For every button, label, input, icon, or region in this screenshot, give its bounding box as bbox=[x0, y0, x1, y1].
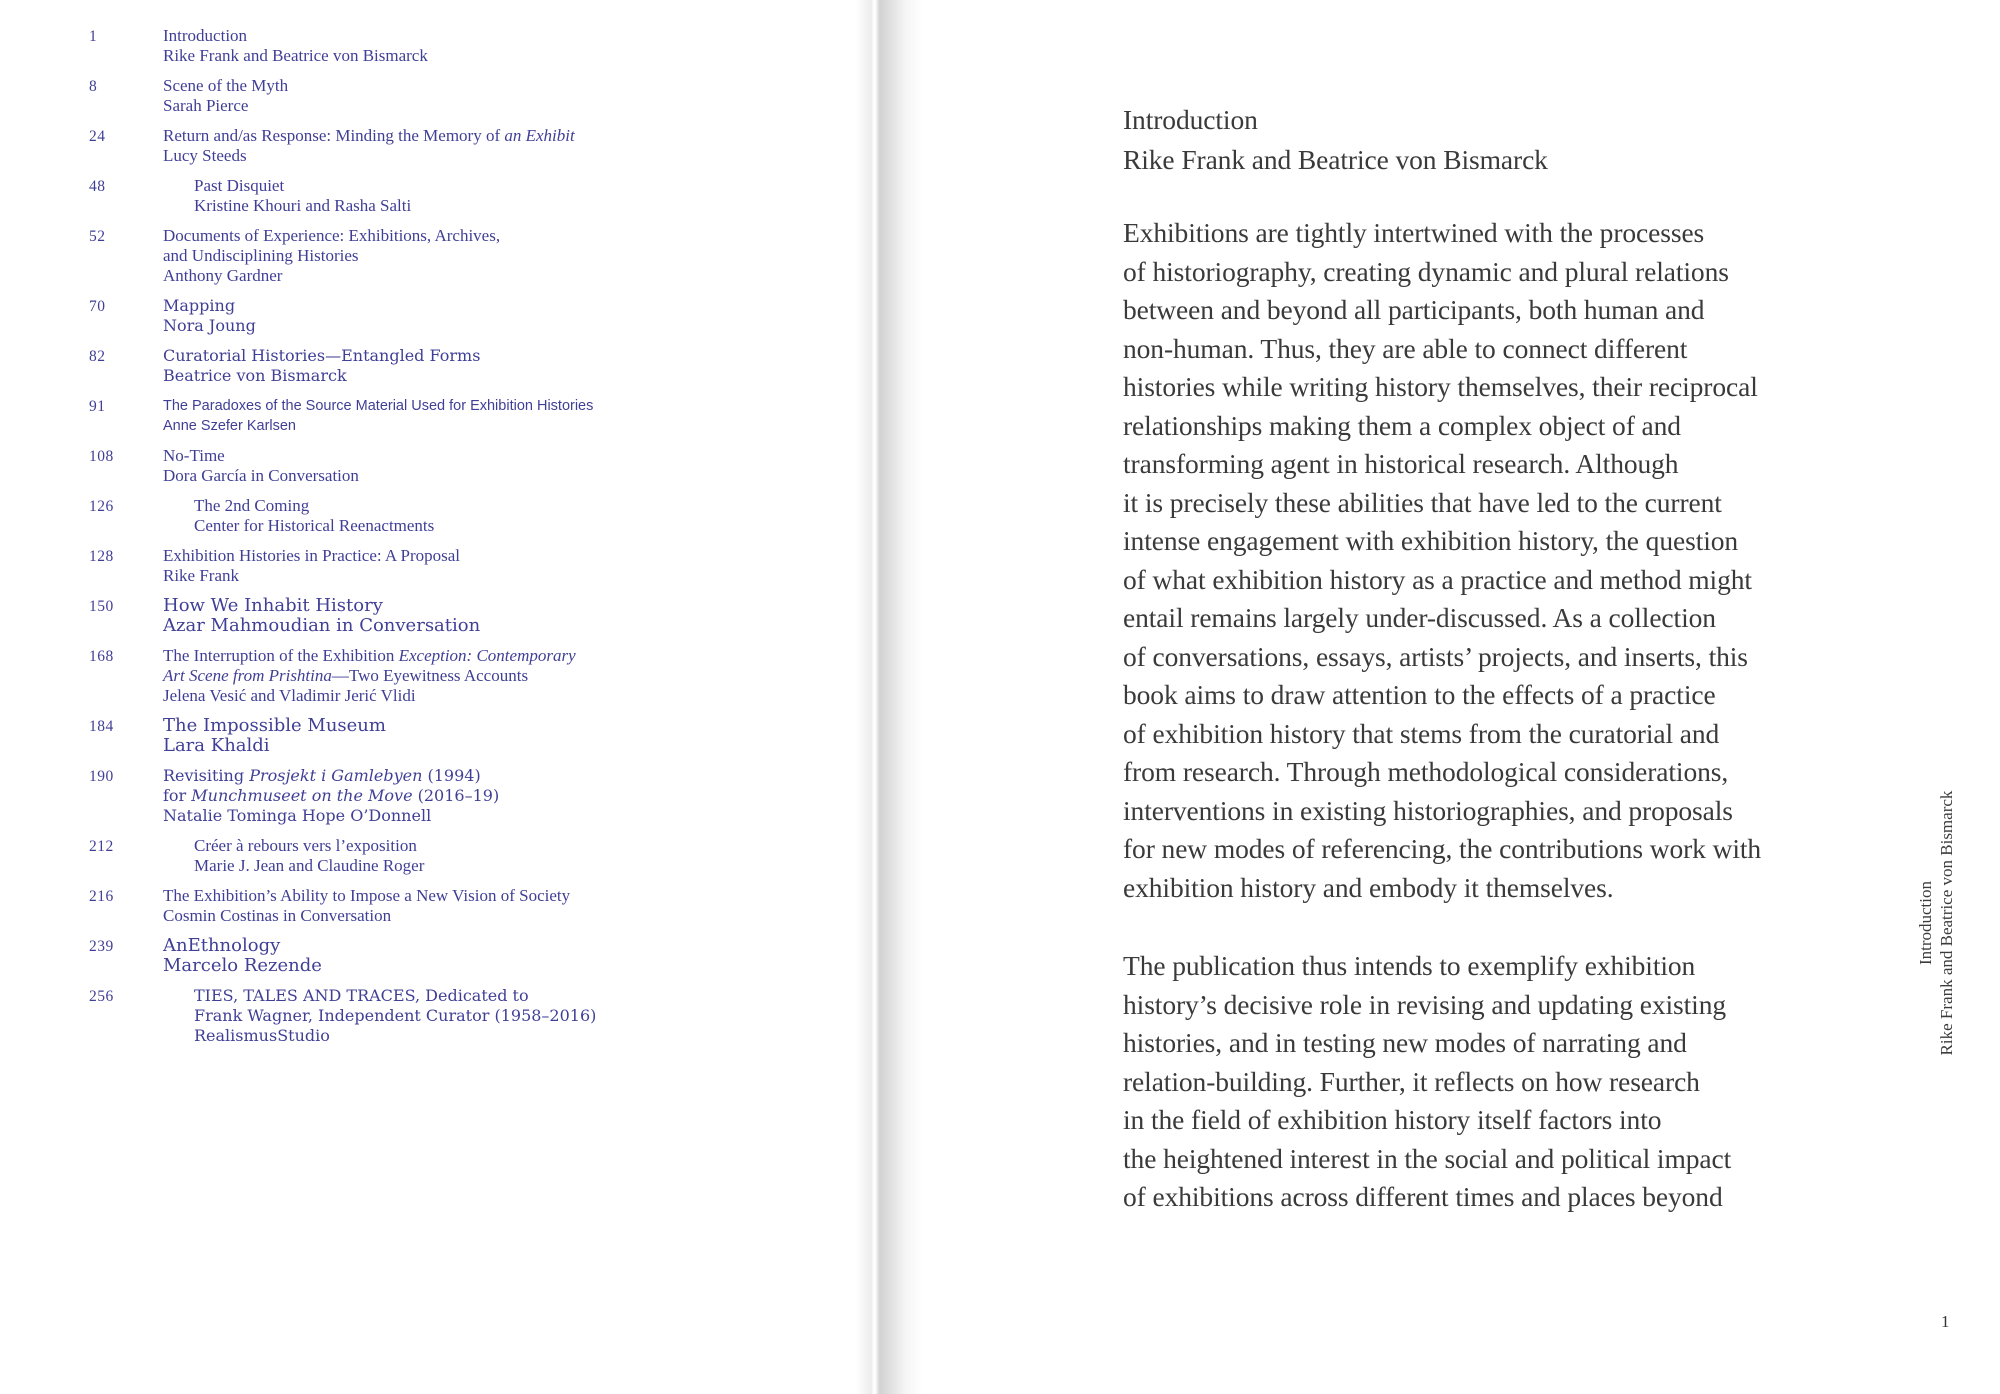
article-text-line: The publication thus intends to exemplify exhibition bbox=[1123, 950, 1696, 981]
toc-title-line bbox=[194, 176, 411, 196]
toc-entry-text bbox=[163, 296, 256, 336]
article-paragraph bbox=[1123, 947, 1761, 1217]
toc-author-line: Dora García in Conversation bbox=[163, 466, 359, 485]
toc-entry-text bbox=[163, 26, 428, 66]
toc-page-number: 1 bbox=[89, 28, 98, 45]
toc-title-line bbox=[163, 446, 359, 466]
toc-title-segment: Scene of the Myth bbox=[163, 76, 289, 95]
toc-entry-text bbox=[163, 226, 500, 286]
toc-title-segment: The 2nd Coming bbox=[194, 496, 310, 515]
toc-page-number: 128 bbox=[89, 548, 114, 565]
article-text-line: entail remains largely under-discussed. As a collection bbox=[1123, 602, 1716, 633]
toc-title-segment: How We Inhabit History bbox=[163, 595, 383, 616]
toc-title-line bbox=[163, 246, 500, 266]
running-head-vertical bbox=[1915, 723, 1959, 1123]
toc-title-line bbox=[163, 596, 480, 616]
toc-title-line bbox=[163, 26, 428, 46]
toc-title-segment: Créer à rebours vers l’exposition bbox=[194, 836, 417, 855]
article-text-line: interventions in existing historiographies, and proposals bbox=[1123, 794, 1733, 826]
toc-title-line bbox=[163, 766, 499, 786]
toc-entry-text bbox=[163, 836, 424, 876]
toc-author-line: Sarah Pierce bbox=[163, 96, 249, 115]
toc-title-line bbox=[194, 836, 424, 856]
toc-author-line: Nora Joung bbox=[163, 316, 256, 335]
toc-page-number: 52 bbox=[89, 228, 106, 245]
article-text-line: intense engagement with exhibition history, the question bbox=[1123, 525, 1739, 556]
toc-entry-text bbox=[163, 546, 460, 586]
toc-page-number: 212 bbox=[89, 838, 114, 855]
article-paragraph bbox=[1123, 214, 1761, 907]
toc-title-segment: Mapping bbox=[163, 296, 236, 315]
toc-title-segment: Return and/as Response: Minding the Memory of bbox=[163, 126, 505, 145]
introduction-article bbox=[1123, 100, 1761, 1217]
toc-title-segment: Frank Wagner, Independent Curator (1958–2016) bbox=[194, 1006, 597, 1025]
toc-title-segment: Curatorial Histories—Entangled Forms bbox=[163, 346, 481, 365]
running-head-authors: Rike Frank and Beatrice von Bismarck bbox=[1937, 790, 1956, 1056]
toc-title-segment: AnEthnology bbox=[163, 935, 281, 956]
toc-entry bbox=[89, 26, 596, 66]
toc-page-number: 190 bbox=[89, 768, 114, 785]
article-text-line: Exhibitions are tightly intertwined with the processes bbox=[1123, 217, 1705, 248]
toc-page-number: 239 bbox=[89, 938, 114, 955]
toc-entry bbox=[89, 226, 596, 286]
toc-title-line bbox=[163, 546, 460, 566]
toc-page-number: 126 bbox=[89, 498, 114, 515]
toc-entry-text bbox=[163, 126, 575, 166]
toc-title-line bbox=[163, 936, 322, 956]
toc-author-line: Lucy Steeds bbox=[163, 146, 247, 165]
toc-title-line bbox=[163, 716, 386, 736]
article-text-line: relationships making them a complex object of and bbox=[1123, 409, 1681, 441]
toc-title-segment: The Paradoxes of the Source Material Used for Exhibition Histories bbox=[163, 398, 594, 414]
toc-author-line: Kristine Khouri and Rasha Salti bbox=[194, 196, 412, 215]
toc-title-line bbox=[163, 786, 499, 806]
article-title-line: Rike Frank and Beatrice von Bismarck bbox=[1123, 144, 1548, 175]
toc-entry-text bbox=[163, 76, 288, 116]
article-text-line: transforming agent in historical research. Although bbox=[1123, 448, 1679, 479]
toc-author-line: Jelena Vesić and Vladimir Jerić Vlidi bbox=[163, 686, 416, 705]
toc-author-line: Center for Historical Reenactments bbox=[194, 516, 435, 535]
page-number-folio: 1 bbox=[1941, 1312, 1950, 1331]
article-text-line: non-human. Thus, they are able to connect different bbox=[1123, 332, 1688, 364]
toc-page-number: 216 bbox=[89, 888, 114, 905]
toc-title-segment: —Two Eyewitness Accounts bbox=[331, 666, 529, 685]
toc-title-italic-segment: an Exhibit bbox=[504, 126, 575, 145]
toc-page-number: 82 bbox=[89, 348, 106, 365]
toc-page-number: 8 bbox=[89, 78, 98, 95]
toc-title-segment: (2016–19) bbox=[412, 786, 500, 805]
toc-title-segment: Past Disquiet bbox=[194, 176, 285, 195]
toc-entry-text bbox=[163, 646, 576, 706]
toc-title-segment: Introduction bbox=[163, 26, 248, 45]
book-gutter-shadow bbox=[830, 0, 922, 1394]
article-title-line: Introduction bbox=[1123, 104, 1258, 135]
article-text-line: book aims to draw attention to the effects of a practice bbox=[1123, 679, 1716, 710]
toc-entry-text bbox=[163, 446, 359, 486]
toc-page-number: 184 bbox=[89, 718, 114, 735]
toc-author-line: Cosmin Costinas in Conversation bbox=[163, 906, 392, 925]
article-text-line: of exhibition history that stems from the curatorial and bbox=[1123, 717, 1720, 749]
toc-title-italic-segment: Prosjekt i Gamlebyen bbox=[249, 766, 423, 785]
toc-entry-text bbox=[163, 936, 322, 976]
article-title bbox=[1123, 100, 1761, 180]
toc-title-segment: TIES, TALES AND TRACES, Dedicated to bbox=[194, 986, 529, 1005]
article-text-line: in the field of exhibition history itself factors into bbox=[1123, 1104, 1662, 1135]
toc-page-number: 70 bbox=[89, 298, 106, 315]
article-text-line: of conversations, essays, artists’ projects, and inserts, this bbox=[1123, 640, 1748, 672]
toc-title-line bbox=[163, 646, 576, 666]
toc-page-number: 150 bbox=[89, 598, 114, 615]
toc-entry-text bbox=[163, 176, 411, 216]
article-text-line: from research. Through methodological considerations, bbox=[1123, 756, 1729, 787]
toc-author-line: Marcelo Rezende bbox=[163, 955, 322, 976]
article-text-line: for new modes of referencing, the contributions work with bbox=[1123, 833, 1762, 864]
toc-entry-text bbox=[163, 596, 480, 636]
toc-title-italic-segment: Art Scene from Prishtina bbox=[163, 666, 332, 685]
toc-entry bbox=[89, 596, 596, 636]
toc-title-italic-segment: Munchmuseet on the Move bbox=[191, 786, 413, 805]
toc-entry bbox=[89, 346, 596, 386]
toc-entry bbox=[89, 836, 596, 876]
toc-entry bbox=[89, 646, 596, 706]
article-text-line: of what exhibition history as a practice and method might bbox=[1123, 563, 1752, 595]
toc-title-segment: No-Time bbox=[163, 446, 225, 465]
toc-entry-text bbox=[163, 346, 480, 386]
toc-title-line bbox=[163, 666, 576, 686]
toc-entry bbox=[89, 496, 596, 536]
toc-title-line bbox=[163, 396, 593, 416]
article-text-line: of historiography, creating dynamic and plural relations bbox=[1123, 255, 1729, 287]
toc-page-number: 91 bbox=[89, 398, 106, 415]
toc-page-number: 108 bbox=[89, 448, 114, 465]
toc-title-line bbox=[163, 296, 256, 316]
toc-title-line bbox=[163, 226, 500, 246]
toc-entry bbox=[89, 396, 596, 436]
toc-entry bbox=[89, 126, 596, 166]
toc-author-line: Rike Frank and Beatrice von Bismarck bbox=[163, 46, 428, 65]
toc-entry bbox=[89, 546, 596, 586]
article-text-line: relation-building. Further, it reflects on how research bbox=[1123, 1065, 1700, 1097]
toc-page-number: 24 bbox=[89, 128, 106, 145]
toc-entry-text bbox=[163, 886, 570, 926]
toc-entry bbox=[89, 766, 596, 826]
toc-title-segment: The Interruption of the Exhibition bbox=[163, 646, 399, 665]
toc-title-segment: The Exhibition’s Ability to Impose a New Vision of Society bbox=[163, 886, 571, 905]
toc-author-line: Anthony Gardner bbox=[163, 266, 283, 285]
article-text-line: history’s decisive role in revising and updating existing bbox=[1123, 988, 1727, 1020]
toc-title-line bbox=[194, 496, 434, 516]
toc-title-segment: Documents of Experience: Exhibitions, Archives, bbox=[163, 226, 501, 245]
toc-author-line: Rike Frank bbox=[163, 566, 240, 585]
toc-title-italic-segment: Exception: Contemporary bbox=[398, 646, 576, 665]
toc-title-segment: and Undisciplining Histories bbox=[163, 246, 359, 265]
toc-page-number: 48 bbox=[89, 178, 106, 195]
toc-entry bbox=[89, 296, 596, 336]
toc-author-line: Lara Khaldi bbox=[163, 735, 270, 756]
toc-title-segment: Exhibition Histories in Practice: A Proposal bbox=[163, 546, 461, 565]
article-text-line: it is precisely these abilities that have led to the current bbox=[1123, 486, 1722, 518]
toc-author-line: RealismusStudio bbox=[194, 1026, 330, 1045]
toc-author-line: Anne Szefer Karlsen bbox=[163, 418, 296, 434]
toc-entry-text bbox=[163, 396, 593, 436]
toc-title-line bbox=[163, 76, 288, 96]
toc-author-line: Marie J. Jean and Claudine Roger bbox=[194, 856, 425, 875]
toc-title-segment: The Impossible Museum bbox=[163, 715, 386, 736]
toc-entry bbox=[89, 176, 596, 216]
toc-title-line bbox=[163, 126, 575, 146]
toc-title-line bbox=[163, 886, 570, 906]
toc-entry bbox=[89, 986, 596, 1046]
toc-author-line: Azar Mahmoudian in Conversation bbox=[163, 615, 481, 636]
toc-author-line: Natalie Tominga Hope O’Donnell bbox=[163, 806, 432, 825]
toc-entry bbox=[89, 446, 596, 486]
toc-entry-text bbox=[163, 766, 499, 826]
toc-page-number: 168 bbox=[89, 648, 114, 665]
article-text-line: histories while writing history themselves, their reciprocal bbox=[1123, 371, 1758, 402]
running-head-title: Introduction bbox=[1916, 880, 1935, 966]
article-text-line: the heightened interest in the social and political impact bbox=[1123, 1142, 1732, 1174]
article-text-line: histories, and in testing new modes of narrating and bbox=[1123, 1027, 1687, 1058]
toc-entry bbox=[89, 716, 596, 756]
toc-entry bbox=[89, 936, 596, 976]
toc-title-segment: for bbox=[163, 786, 192, 805]
article-text-line: exhibition history and embody it themselves. bbox=[1123, 871, 1614, 903]
toc-page-number: 256 bbox=[89, 988, 114, 1005]
toc-entry bbox=[89, 76, 596, 116]
toc-title-line bbox=[194, 986, 596, 1006]
toc-entry-text bbox=[163, 496, 434, 536]
article-text-line: of exhibitions across different times and places beyond bbox=[1123, 1181, 1723, 1212]
toc-title-segment: Revisiting bbox=[163, 766, 250, 785]
toc-title-line bbox=[194, 1006, 596, 1026]
toc-title-line bbox=[163, 346, 480, 366]
toc-entry-text bbox=[163, 716, 386, 756]
toc-title-segment: (1994) bbox=[422, 766, 481, 785]
article-text-line: between and beyond all participants, both human and bbox=[1123, 294, 1705, 325]
table-of-contents bbox=[89, 26, 596, 1056]
toc-entry bbox=[89, 886, 596, 926]
toc-entry-text bbox=[163, 986, 596, 1046]
toc-author-line: Beatrice von Bismarck bbox=[163, 366, 347, 385]
